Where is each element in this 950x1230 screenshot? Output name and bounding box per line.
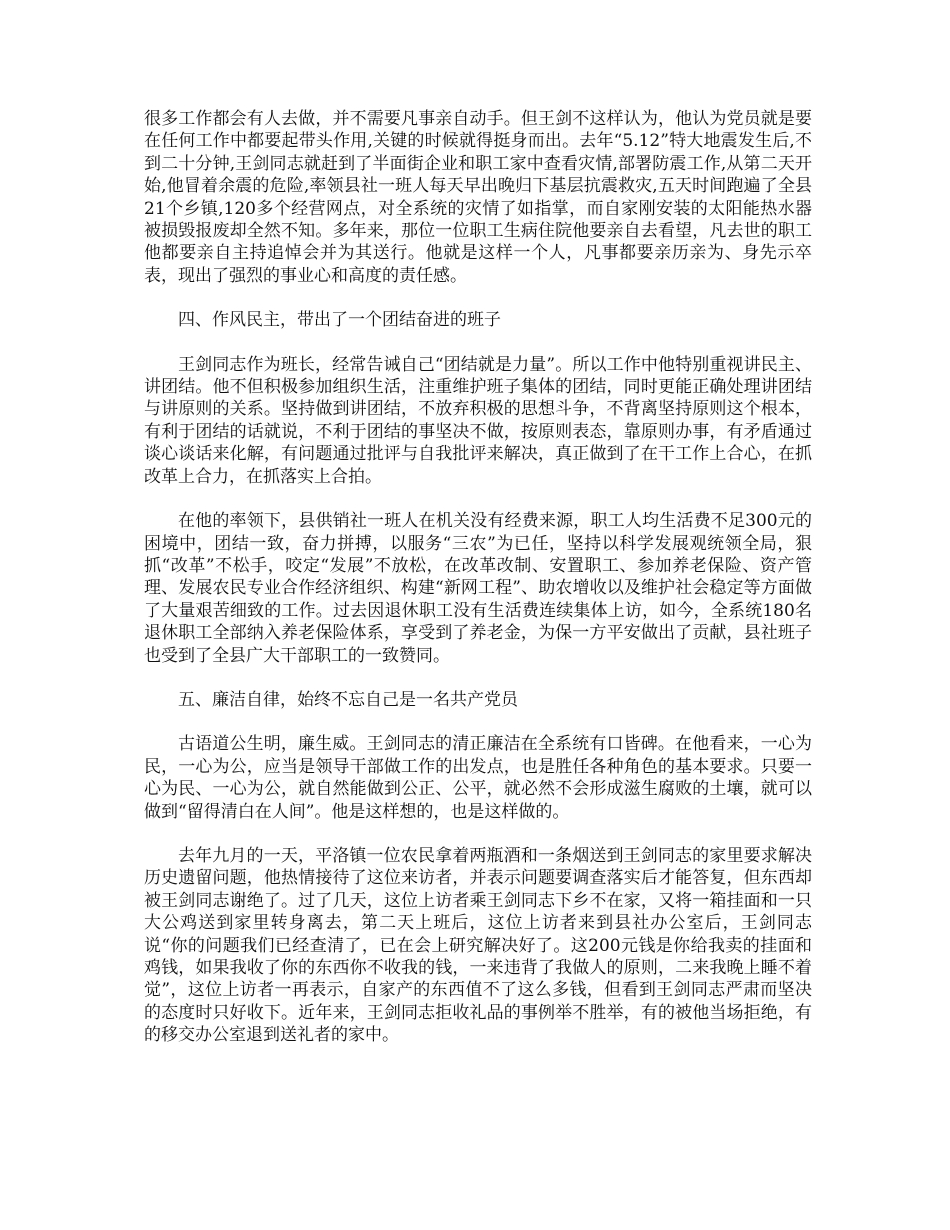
paragraph-leadership-results: 在他的率领下，县供销社一班人在机关没有经费来源，职工人均生活费不足300元的困境中，团结一致，奋力拼搏，以服务“三农”为已任，坚持以科学发展观统领全局，狠抓“改革”不松手，咬定“发展”不放松，在改革改制、安置职工、参加养老保险、资产管理、发展农民专业合作经济组织、构建“新网工程”、助农增收以及维护社会稳定等方面做了大量艰苦细致的工作。过去因退休职工没有生活费连续集体上访，如今，全系统180名退休职工全部纳入养老保险体系，享受到了养老金，为保一方平安做出了贡献，县社班子也受到了全县广大干部职工的一致赞同。 [144, 511, 812, 666]
document-body [144, 108, 812, 1069]
section-heading-4: 四、作风民主，带出了一个团结奋进的班子 [178, 310, 501, 331]
paragraph-gift-refusal: 去年九月的一天，平洛镇一位农民拿着两瓶酒和一条烟送到王剑同志的家里要求解决历史遗留问题，他热情接待了这位来访者，并表示问题要调查落实后才能答复，但东西却被王剑同志谢绝了。过了几天，这位上访者乘王剑同志下乡不在家，又将一箱挂面和一只大公鸡送到家里转身离去，第二天上班后，这位上访者来到县社办公室后，王剑同志说“你的问题我们已经查清了，已在会上研究解决好了。这200元钱是你给我卖的挂面和鸡钱，如果我收了你的东西你不收我的钱，一来违背了我做人的原则，二来我晚上睡不着觉”，这位上访者一再表示，自家产的东西值不了这么多钱，但看到王剑同志严肃而坚决的态度时只好收下。近年来，王剑同志拒收礼品的事例举不胜举，有的被他当场拒绝，有的移交办公室退到送礼者的家中。 [144, 845, 812, 1046]
paragraph-earthquake-relief: 很多工作都会有人去做，并不需要凡事亲自动手。但王剑不这样认为，他认为党员就是要在任何工作中都要起带头作用,关键的时候就得挺身而出。去年“5.12”特大地震发生后,不到二十分钟,王剑同志就赶到了半面街企业和职工家中查看灾情,部署防震工作,从第二天开始,他冒着余震的危险,率领县社一班人每天早出晚归下基层抗震救灾,五天时间跑遍了全县21个乡镇,120多个经营网点，对全系统的灾情了如指掌，而自家刚安装的太阳能热水器被损毁报废却全然不知。多年来，那位一位职工生病住院他要亲自去看望，凡去世的职工他都要亲自主持追悼会并为其送行。他就是这样一个人，凡事都要亲历亲为、身先示卒表，现出了强烈的事业心和高度的责任感。 [144, 109, 812, 286]
paragraph-unity: 王剑同志作为班长，经常告诫自己“团结就是力量”。所以工作中他特别重视讲民主、讲团结。他不但积极参加组织生活，注重维护班子集体的团结，同时更能正确处理讲团结与讲原则的关系。坚持做到讲团结，不放弃积极的思想斗争，不背离坚持原则这个根本，有利于团结的话就说，不利于团结的事坚决不做，按原则表态，靠原则办事，有矛盾通过谈心谈话来化解，有问题通过批评与自我批评来解决，真正做到了在干工作上合心，在抓改革上合力，在抓落实上合拍。 [144, 354, 812, 487]
paragraph-integrity: 古语道公生明，廉生威。王剑同志的清正廉洁在全系统有口皆碑。在他看来，一心为民，一心为公，应当是领导干部做工作的出发点，也是胜任各种角色的基本要求。只要一心为民、一心为公，就自然能做到公正、公平，就必然不会形成滋生腐败的土壤，就可以做到“留得清白在人间”。他是这样想的，也是这样做的。 [144, 734, 812, 822]
section-heading-5: 五、廉洁自律，始终不忘自己是一名共产党员 [178, 689, 518, 710]
